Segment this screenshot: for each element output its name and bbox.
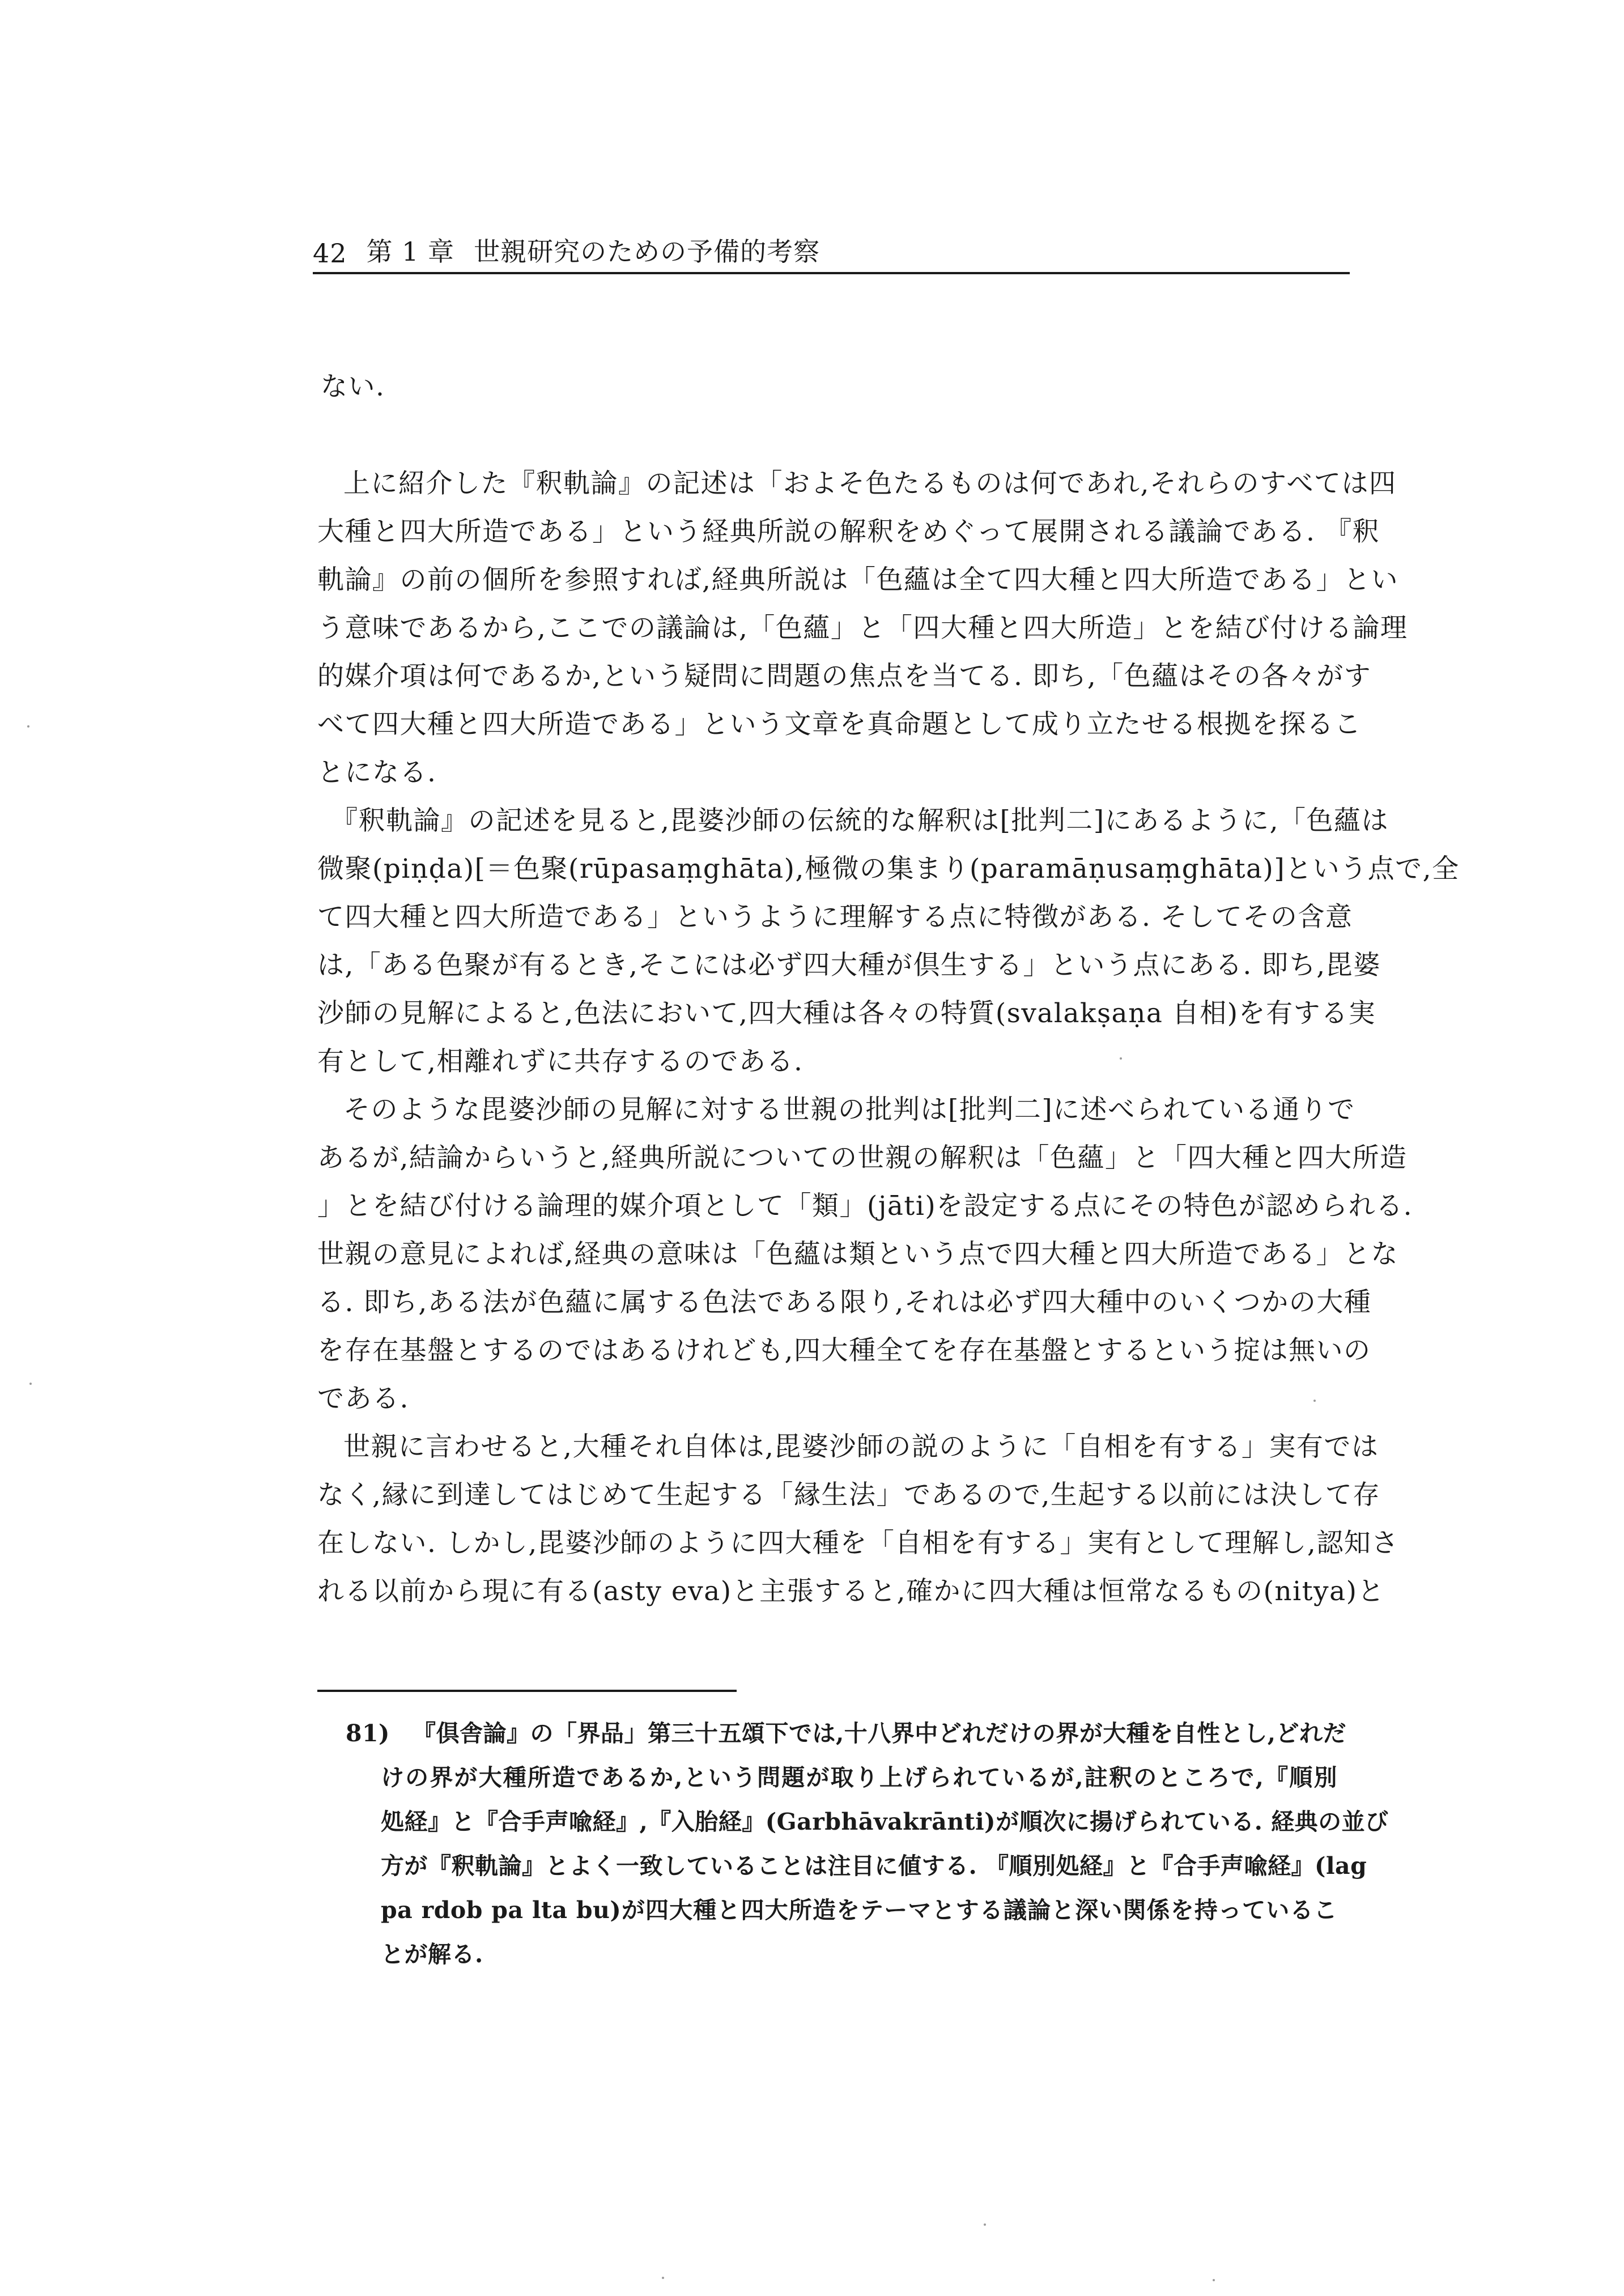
footnote-divider bbox=[317, 1690, 737, 1692]
scan-speck bbox=[29, 1383, 32, 1385]
scan-speck bbox=[662, 2277, 664, 2279]
scan-speck bbox=[1313, 1400, 1316, 1402]
text-line: とになる. bbox=[317, 757, 437, 788]
footnote-line: けの界が大種所造であるか,という問題が取り上げられているが,註釈のところで,『順別 bbox=[381, 1764, 1337, 1791]
footnote-line: 『倶舎論』の「界品」第三十五頌下では,十八界中どれだけの界が大種を自性とし,どれだ bbox=[412, 1720, 1347, 1747]
scan-speck bbox=[27, 725, 29, 728]
text-line: 軌論』の前の個所を参照すれば,経典所説は「色蘊は全て四大種と四大所造である」とい bbox=[317, 564, 1398, 596]
paragraph-first-line: 上に紹介した『釈軌論』の記述は「およそ色たるものは何であれ,それらのすべては四 bbox=[343, 468, 1397, 499]
text-line: である. bbox=[317, 1383, 409, 1414]
footnote-line: 方が『釈軌論』とよく一致していることは注目に値する. 『順別処経』と『合手声喩経』(lag bbox=[381, 1852, 1367, 1880]
footnote-81 bbox=[346, 1711, 1389, 1976]
text-line: 大種と四大所造である」という経典所説の解釈をめぐって展開される議論である. 『釈 bbox=[317, 516, 1380, 547]
text-line: は,「ある色聚が有るとき,そこには必ず四大種が倶生する」という点にある. 即ち,毘婆 bbox=[317, 950, 1381, 981]
text-line: 」とを結び付ける論理的媒介項として「類」(jāti)を設定する点にその特色が認められる. bbox=[317, 1190, 1413, 1222]
footnote-line: pa rdob pa lta bu)が四大種と四大所造をテーマとする議論と深い関係を持っているこ bbox=[381, 1897, 1337, 1924]
paragraph-first-line: 世親に言わせると,大種それ自体は,毘婆沙師の説のように「自相を有する」実有では bbox=[343, 1431, 1379, 1462]
text-line: う意味であるから,ここでの議論は,「色蘊」と「四大種と四大所造」とを結び付ける論理 bbox=[317, 613, 1408, 644]
text-line: 沙師の見解によると,色法において,四大種は各々の特質(svalakṣaṇa 自相)を有する実 bbox=[317, 998, 1376, 1029]
main-text bbox=[317, 363, 1460, 1615]
page-number: 42 bbox=[313, 238, 347, 269]
footnote-number: 81) bbox=[346, 1720, 390, 1747]
text-line: 有として,相離れずに共存するのである. bbox=[317, 1046, 804, 1077]
text-line: ない. bbox=[321, 371, 385, 402]
scan-speck bbox=[984, 2223, 986, 2226]
text-line: て四大種と四大所造である」というように理解する点に特徴がある. そしてその含意 bbox=[317, 902, 1353, 933]
footnote-line: とが解る. bbox=[381, 1941, 483, 1968]
text-line: れる以前から現に有る(asty eva)と主張すると,確かに四大種は恒常なるもの(nitya)と bbox=[317, 1576, 1385, 1607]
text-line: を存在基盤とするのではあるけれども,四大種全てを存在基盤とするという掟は無いの bbox=[317, 1335, 1371, 1366]
text-line: べて四大種と四大所造である」という文章を真命題として成り立たせる根拠を探るこ bbox=[317, 709, 1362, 740]
text-line: 世親の意見によれば,経典の意味は「色蘊は類という点で四大種と四大所造である」とな bbox=[317, 1239, 1398, 1270]
running-header bbox=[313, 237, 1350, 274]
scan-speck bbox=[1213, 2279, 1215, 2281]
text-line: 的媒介項は何であるか,という疑問に問題の焦点を当てる. 即ち,「色蘊はその各々がす bbox=[317, 661, 1372, 692]
paragraph-first-line: 『釈軌論』の記述を見ると,毘婆沙師の伝統的な解釈は[批判二]にあるように,「色蘊は bbox=[331, 805, 1389, 836]
text-line: 在しない. しかし,毘婆沙師のように四大種を「自相を有する」実有として理解し,認知さ bbox=[317, 1528, 1399, 1559]
chapter-label: 第 1 章 bbox=[366, 236, 455, 267]
chapter-title: 世親研究のための予備的考察 bbox=[474, 236, 820, 267]
text-line: あるが,結論からいうと,経典所説についての世親の解釈は「色蘊」と「四大種と四大所造 bbox=[317, 1142, 1408, 1173]
footnote-line: 処経』と『合手声喩経』,『入胎経』(Garbhāvakrānti)が順次に揚げられている. 経典の並び bbox=[381, 1808, 1389, 1835]
text-line: なく,縁に到達してはじめて生起する「縁生法」であるので,生起する以前には決して存 bbox=[317, 1479, 1380, 1511]
text-line: 微聚(piṇḍa)[＝色聚(rūpasaṃghāta),極微の集まり(paramāṇusaṃghāta)]という点で,全 bbox=[317, 853, 1460, 885]
scan-speck bbox=[1120, 1057, 1122, 1060]
text-line: る. 即ち,ある法が色蘊に属する色法である限り,それは必ず四大種中のいくつかの大種 bbox=[317, 1287, 1372, 1318]
paragraph-first-line: そのような毘婆沙師の見解に対する世親の批判は[批判二]に述べられている通りで bbox=[343, 1094, 1355, 1125]
